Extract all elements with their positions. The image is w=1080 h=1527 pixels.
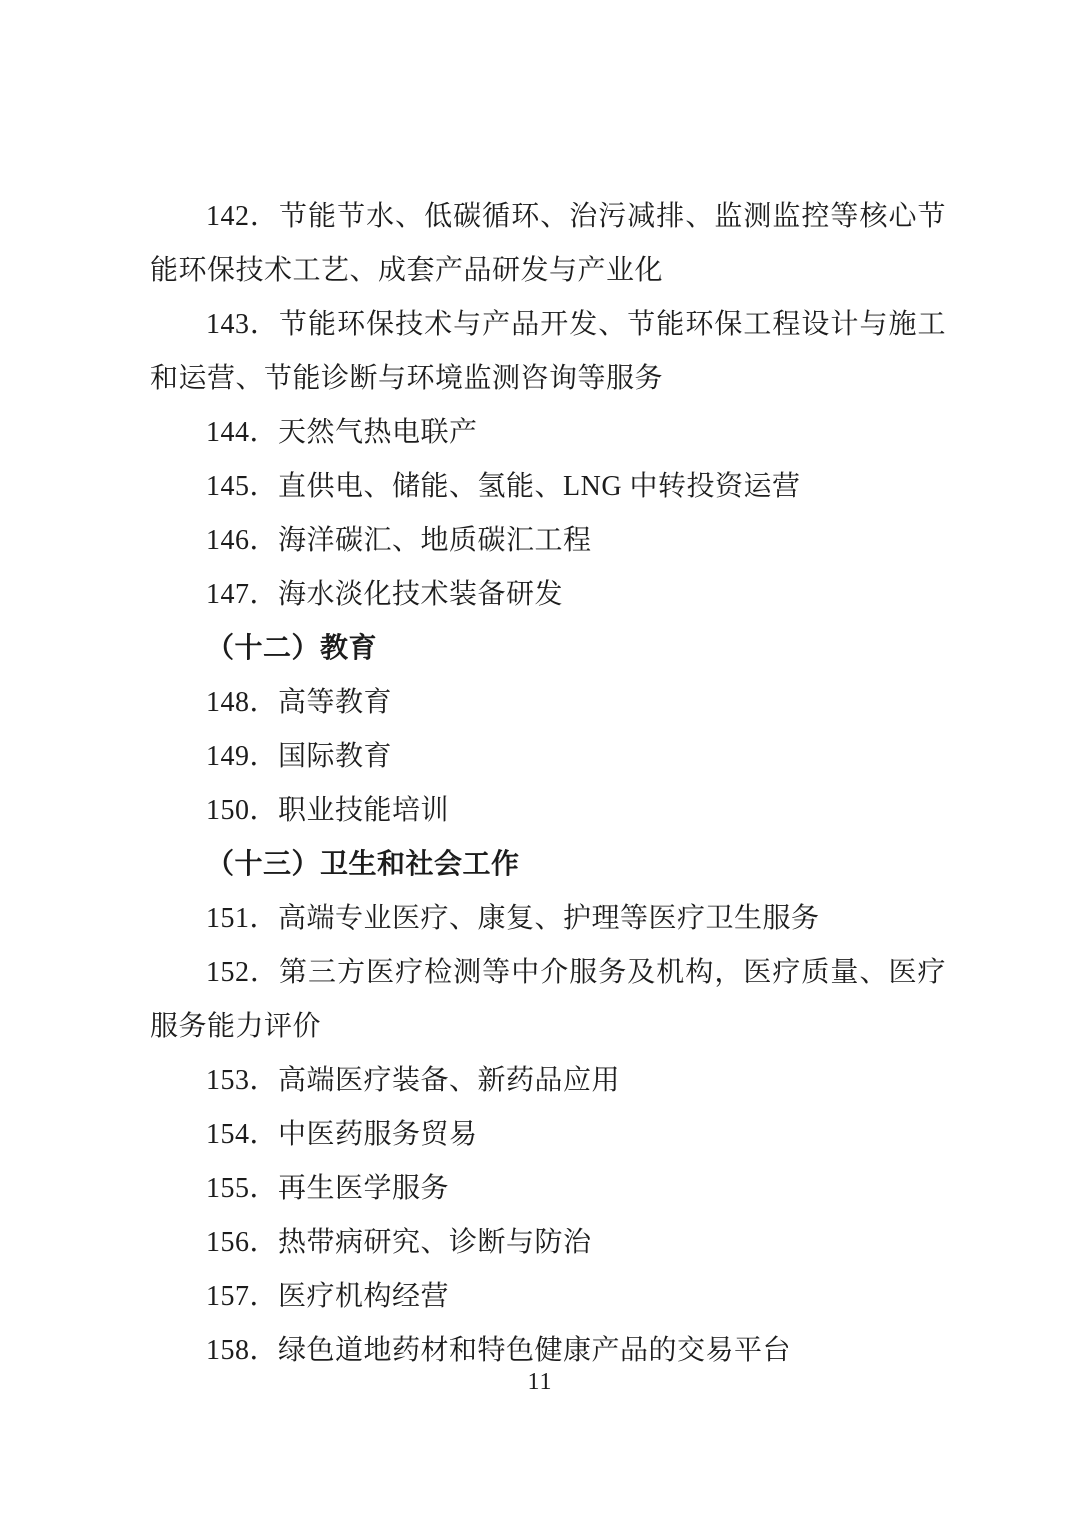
list-item: 142．节能节水、低碳循环、治污减排、监测监控等核心节能环保技术工艺、成套产品研发与产业化 <box>150 201 946 286</box>
list-item: 149．国际教育 <box>206 741 393 772</box>
list-item: 152．第三方医疗检测等中介服务及机构，医疗质量、医疗服务能力评价 <box>150 957 946 1042</box>
list-item: 146．海洋碳汇、地质碳汇工程 <box>206 525 592 556</box>
list-item: 157．医疗机构经营 <box>206 1281 450 1312</box>
list-item: 156．热带病研究、诊断与防治 <box>206 1227 592 1258</box>
list-item: 144．天然气热电联产 <box>206 417 478 448</box>
page-number: 11 <box>527 1369 553 1395</box>
list-item: 145．直供电、储能、氢能、LNG 中转投资运营 <box>206 471 801 502</box>
list-item: 147．海水淡化技术装备研发 <box>206 579 564 610</box>
list-item: 154．中医药服务贸易 <box>206 1119 478 1150</box>
list-item: 151．高端专业医疗、康复、护理等医疗卫生服务 <box>206 903 820 934</box>
list-item: 158．绿色道地药材和特色健康产品的交易平台 <box>206 1335 792 1366</box>
section-heading: （十三）卫生和社会工作 <box>206 849 520 880</box>
list-item: 155．再生医学服务 <box>206 1173 450 1204</box>
list-item: 148．高等教育 <box>206 687 393 718</box>
list-item: 153．高端医疗装备、新药品应用 <box>206 1065 621 1096</box>
document-body <box>150 190 946 1378</box>
list-item: 150．职业技能培训 <box>206 795 450 826</box>
list-item: 143．节能环保技术与产品开发、节能环保工程设计与施工和运营、节能诊断与环境监测咨询等服务 <box>150 309 946 394</box>
section-heading: （十二）教育 <box>206 633 378 664</box>
